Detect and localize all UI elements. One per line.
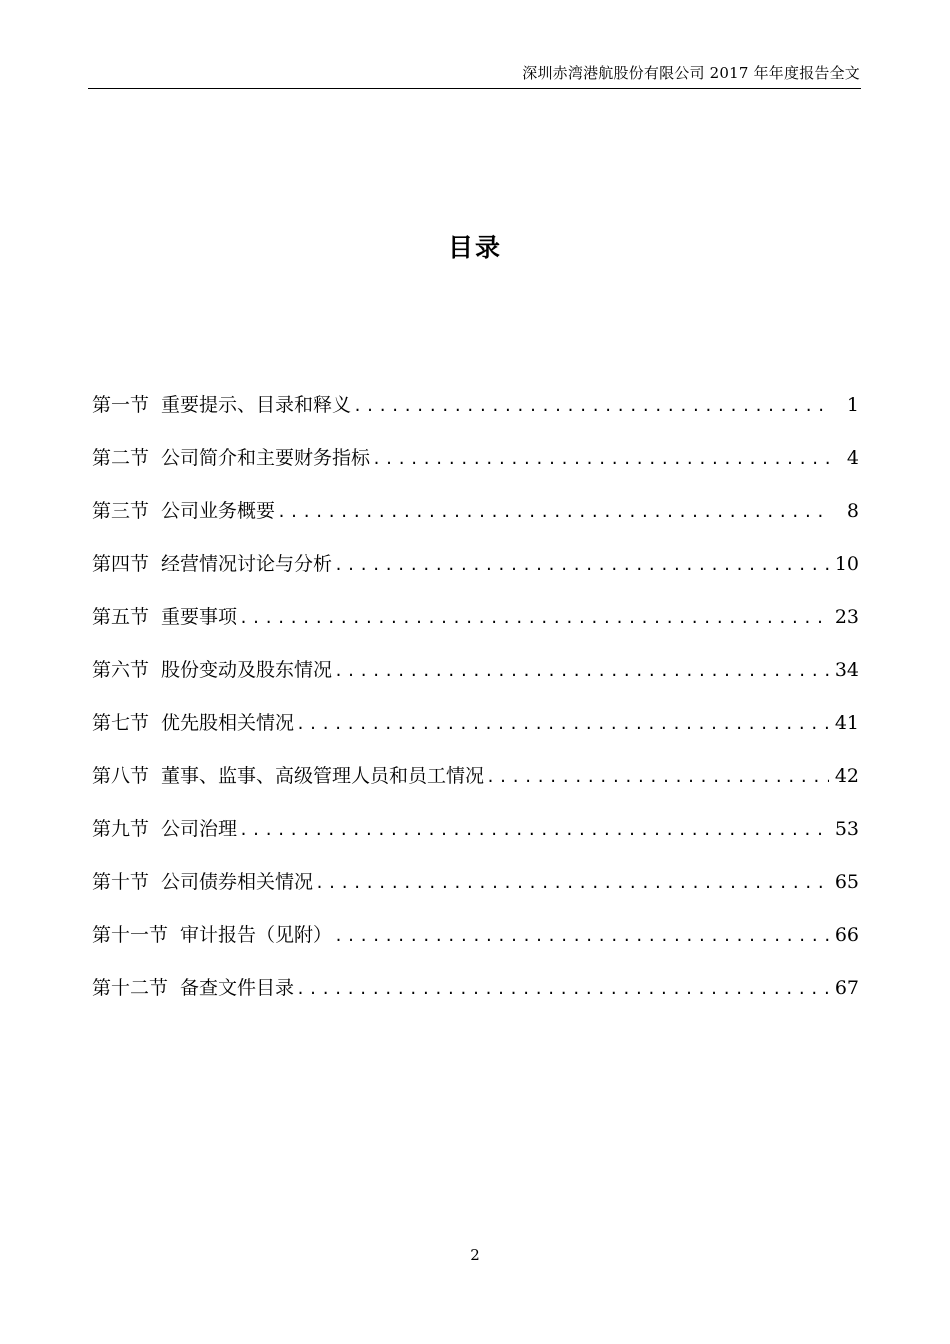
toc-page-number: 1	[846, 394, 859, 416]
toc-entry[interactable]	[92, 549, 859, 602]
toc-section-number: 第八节	[92, 765, 150, 787]
toc-page-number: 10	[834, 553, 859, 575]
page-title: 目录	[447, 233, 502, 262]
toc-section-number: 第九节	[92, 818, 150, 840]
toc-section-number: 第五节	[92, 606, 150, 628]
header-rule	[88, 88, 861, 89]
toc-dot-leader	[239, 609, 829, 627]
toc-dot-leader	[353, 397, 831, 415]
toc-entry[interactable]	[92, 602, 859, 655]
toc-section-title: 审计报告（见附）	[180, 924, 333, 946]
toc-section-number: 第四节	[92, 553, 150, 575]
toc-section-title: 股份变动及股东情况	[161, 659, 333, 681]
toc-dot-leader	[277, 503, 831, 521]
toc-page-number: 41	[834, 712, 859, 734]
toc-section-number: 第六节	[92, 659, 150, 681]
toc-entry[interactable]	[92, 973, 859, 1026]
toc-section-title: 公司债券相关情况	[161, 871, 314, 893]
toc-section-title: 优先股相关情况	[161, 712, 295, 734]
table-of-contents	[92, 390, 859, 1026]
toc-section-number: 第三节	[92, 500, 150, 522]
toc-page-number: 4	[846, 447, 859, 469]
toc-entry[interactable]	[92, 920, 859, 973]
toc-entry[interactable]	[92, 761, 859, 814]
toc-page-number: 53	[834, 818, 859, 840]
toc-page-number: 67	[834, 977, 859, 999]
toc-section-title: 重要事项	[161, 606, 238, 628]
toc-entry[interactable]	[92, 390, 859, 443]
toc-dot-leader	[296, 980, 829, 998]
toc-entry[interactable]	[92, 655, 859, 708]
toc-section-number: 第十二节	[92, 977, 169, 999]
toc-dot-leader	[372, 450, 831, 468]
toc-page-number: 34	[834, 659, 859, 681]
toc-entry[interactable]	[92, 708, 859, 761]
toc-section-title: 公司简介和主要财务指标	[161, 447, 371, 469]
toc-entry[interactable]	[92, 814, 859, 867]
toc-dot-leader	[334, 556, 829, 574]
toc-section-title: 董事、监事、高级管理人员和员工情况	[161, 765, 485, 787]
toc-section-title: 经营情况讨论与分析	[161, 553, 333, 575]
toc-section-title: 备查文件目录	[180, 977, 295, 999]
toc-dot-leader	[239, 821, 829, 839]
toc-dot-leader	[486, 768, 829, 786]
toc-entry[interactable]	[92, 867, 859, 920]
toc-section-number: 第一节	[92, 394, 150, 416]
toc-page-number: 42	[834, 765, 859, 787]
toc-page-number: 66	[834, 924, 859, 946]
toc-section-title: 公司业务概要	[161, 500, 276, 522]
toc-page-number: 65	[834, 871, 859, 893]
toc-entry[interactable]	[92, 443, 859, 496]
toc-section-number: 第十一节	[92, 924, 169, 946]
toc-dot-leader	[315, 874, 829, 892]
toc-section-title: 公司治理	[161, 818, 238, 840]
toc-page-number: 23	[834, 606, 859, 628]
toc-section-number: 第二节	[92, 447, 150, 469]
toc-entry[interactable]	[92, 496, 859, 549]
toc-section-title: 重要提示、目录和释义	[161, 394, 352, 416]
footer-page-number: 2	[470, 1246, 480, 1264]
toc-section-number: 第七节	[92, 712, 150, 734]
running-header: 深圳赤湾港航股份有限公司 2017 年年度报告全文	[522, 64, 860, 82]
toc-page-number: 8	[846, 500, 859, 522]
toc-dot-leader	[334, 662, 829, 680]
toc-dot-leader	[334, 927, 829, 945]
toc-section-number: 第十节	[92, 871, 150, 893]
toc-dot-leader	[296, 715, 829, 733]
